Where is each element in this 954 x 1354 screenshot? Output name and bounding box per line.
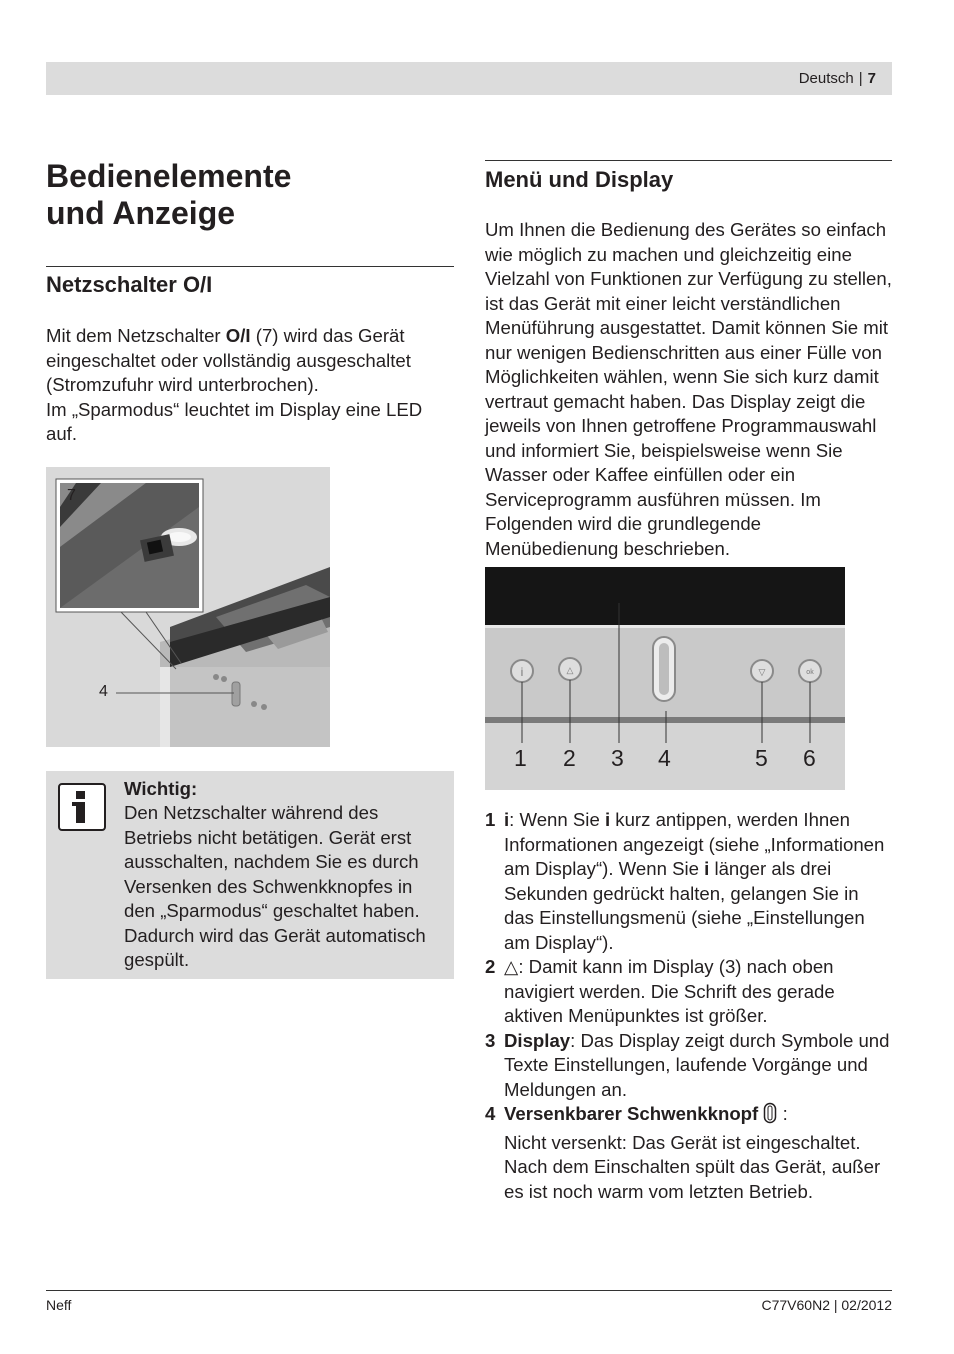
legend-3-text: : Das Display zeigt durch Symbole und Texte Einstellungen, laufende Vorgänge und Meldungen an. [504, 1029, 890, 1100]
legend-3-bold: Display [504, 1029, 571, 1051]
photo-label-4: 4 [99, 682, 108, 700]
important-note [46, 771, 454, 979]
legend-2-text: : Damit kann im Display (3) nach oben navigiert werden. Die Schrift des gerade aktiven Menüpunktes ist größer. [504, 956, 835, 1026]
figure-label-2: 2 [563, 745, 576, 771]
legend-num-3: 3 [485, 1029, 496, 1051]
legend-4-colon: : [777, 1103, 788, 1124]
page-title-line2: und Anzeige [46, 195, 236, 231]
legend-item-4 [485, 1102, 892, 1204]
legend-1-bold3: i [704, 858, 710, 879]
info-icon [58, 783, 106, 831]
header-separator: | [858, 70, 863, 87]
legend-num-1: 1 [485, 809, 496, 830]
figure-label-3: 3 [611, 745, 624, 771]
netzschalter-photo [46, 467, 330, 747]
page-title-line1: Bedienelemente [46, 158, 292, 194]
section-rule-menu [485, 160, 892, 161]
up-triangle-icon: △ [504, 956, 519, 977]
important-text: Den Netzschalter während des Betriebs nicht betätigen. Gerät erst ausschalten, nachdem Sie es durch Versenken des Schwenkknopfes in den „Sparmodus“ geschaltet haben. Dadurch wird das Gerät automatisch gespült. [124, 802, 426, 970]
svg-text:▽: ▽ [758, 667, 766, 677]
para1-end: (7) wird das Gerät eingeschaltet oder vollständig ausgeschaltet (Stromzufuhr wird unterbrochen). [46, 325, 411, 395]
sparmodus-paragraph: Im „Sparmodus“ leuchtet im Display eine LED auf. [46, 398, 423, 444]
legend-1-bold: i [504, 809, 510, 830]
section-rule [46, 266, 454, 267]
section-title-netzschalter: Netzschalter O/I [46, 272, 213, 297]
legend-1-text: : Wenn Sie [509, 809, 605, 830]
page-title [46, 158, 454, 232]
important-title: Wichtig: [124, 777, 198, 799]
page-header [46, 62, 892, 95]
photo-label-7: 7 [67, 486, 76, 504]
svg-text:i: i [520, 665, 524, 679]
legend-num-4: 4 [485, 1103, 496, 1124]
figure-label-6: 6 [803, 745, 816, 771]
netzschalter-paragraph [46, 324, 454, 398]
legend-num-2: 2 [485, 956, 496, 977]
footer-model-date: C77V60N2 | 02/2012 [761, 1297, 892, 1313]
legend-item-3 [485, 1029, 892, 1103]
footer-brand: Neff [46, 1297, 72, 1313]
legend-1-bold2: i [604, 809, 611, 830]
svg-text:△: △ [566, 665, 574, 675]
legend-1-text3: länger als drei Sekunden gedrückt halten, gelangen Sie in das Einstellungsmenü (siehe „Einstellungen am Display“). [504, 858, 865, 953]
legend-4-bold: Versenkbarer Schwenkknopf [504, 1103, 759, 1124]
left-column [46, 150, 454, 979]
svg-text:ok: ok [806, 669, 814, 676]
knob-icon [763, 1102, 777, 1131]
legend-item-2 [485, 955, 892, 1029]
right-column [485, 160, 892, 1204]
control-panel-figure [485, 567, 845, 790]
legend-item-1 [485, 808, 892, 955]
para1-start: Mit dem Netzschalter [46, 325, 226, 346]
figure-label-4: 4 [658, 745, 671, 771]
header-language: Deutsch [798, 70, 854, 87]
menu-paragraph: Um Ihnen die Bedienung des Gerätes so einfach wie möglich zu machen und gleichzeitig eine Vielzahl von Funktionen zur Verfügung zu stellen, ist das Gerät mit einer leicht verständlichen Menüführung ausgestattet. Damit können Sie mit nur wenigen Bedienschritten aus einer Fülle von Möglichkeiten wählen, wenn Sie sich kurz damit vertraut gemacht haben. Das Display zeigt die jeweils von Ihnen getroffene Programmauswahl und informiert Sie, beispielsweise wenn Sie Wasser oder Kaffee einfüllen oder ein Serviceprogramm ausführen müssen. Im Folgenden wird die grundlegende Menübedienung beschrieben. [485, 219, 892, 559]
page-number: 7 [867, 70, 876, 87]
footer-rule [46, 1290, 892, 1291]
info-icon-glyph [60, 785, 103, 828]
section-title-menu: Menü und Display [485, 167, 674, 192]
para1-bold: O/I [225, 325, 251, 346]
photo-illustration [46, 467, 330, 747]
legend-1-text2: kurz antippen, werden Ihnen Informationen angezeigt (siehe „Informationen am Display“). Wenn Sie [504, 809, 885, 879]
figure-label-5: 5 [755, 745, 768, 771]
legend-4-text: Nicht versenkt: Das Gerät ist eingeschaltet. Nach dem Einschalten spült das Gerät, außer es ist noch warm vom letzten Betrieb. [504, 1131, 881, 1202]
legend-list [485, 808, 892, 1204]
figure-label-1: 1 [514, 745, 527, 771]
